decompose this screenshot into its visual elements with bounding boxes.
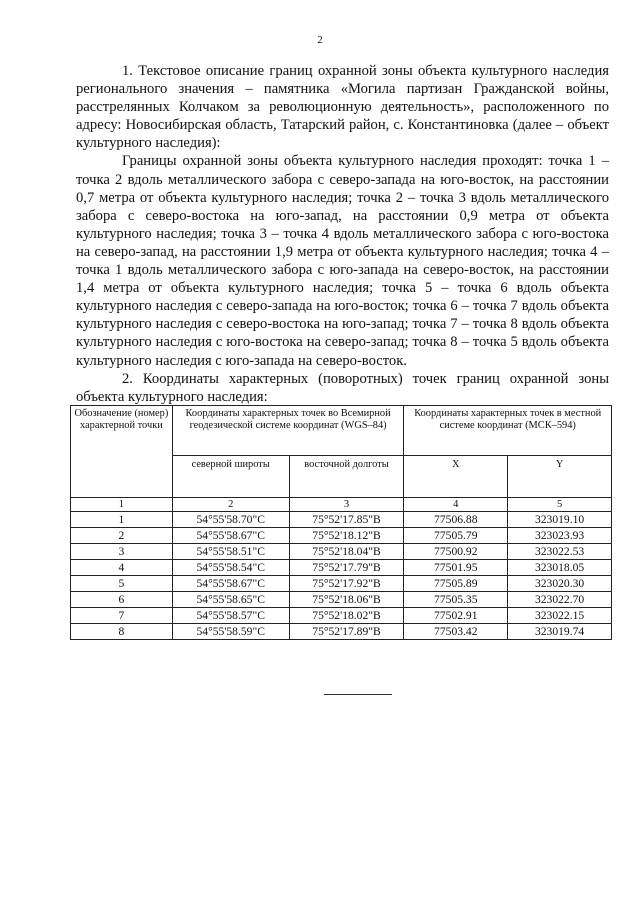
table-row [71,528,612,544]
longitude-value: 75°52'18.02"В [289,608,404,624]
point-number: 1 [71,512,173,528]
x-value: 77501.95 [404,560,508,576]
table-row [71,576,612,592]
column-index: 3 [289,498,404,512]
point-number: 2 [71,528,173,544]
latitude-value: 54°55'58.57"С [172,608,289,624]
longitude-value: 75°52'17.79"В [289,560,404,576]
latitude-value: 54°55'58.65"С [172,592,289,608]
y-value: 323022.70 [508,592,612,608]
y-value: 323023.93 [508,528,612,544]
x-value: 77502.91 [404,608,508,624]
y-value: 323019.74 [508,624,612,640]
subheader-north-latitude: северной широты [172,456,289,498]
table-row [71,544,612,560]
subheader-x: X [404,456,508,498]
signature-divider [324,694,392,695]
paragraph-boundary-description: Границы охранной зоны объекта культурного наследия проходят: точка 1 – точка 2 вдоль металлического забора с северо-запада на юго-восток, на расстоянии 0,7 метра от объекта культурного наследия; точка 2 – точка 3 вдоль металлического забора с северо-востока на юго-запад, на расстоянии 0,9 метра от объекта культурного наследия; точка 3 – точка 4 вдоль металлического забора с юго-востока на северо-запад, на расстоянии 1,9 метра от объекта культурного наследия; точка 4 – точка 1 вдоль металлического забора с юго-запада на северо-восток, на расстоянии 1,4 метра от объекта культурного наследия; точка 5 – точка 6 вдоль объекта культурного наследия с северо-запада на юго-восток; точка 6 – точка 7 вдоль объекта культурного наследия с северо-востока на юго-запад; точка 7 – точка 8 вдоль объекта культурного наследия с юго-востока на северо-запад; точка 8 – точка 5 вдоль объекта культурного наследия с юго-запада на северо-восток. [76,153,609,369]
latitude-value: 54°55'58.59"С [172,624,289,640]
latitude-value: 54°55'58.67"С [172,576,289,592]
subheader-east-longitude: восточной долготы [289,456,404,498]
point-number: 5 [71,576,173,592]
table-row [71,608,612,624]
latitude-value: 54°55'58.54"С [172,560,289,576]
column-index: 4 [404,498,508,512]
longitude-value: 75°52'17.89"В [289,624,404,640]
x-value: 77500.92 [404,544,508,560]
paragraph-coordinates-heading: 2. Координаты характерных (поворотных) точек границ охранной зоны объекта культурного наследия: [76,370,609,405]
column-index-row [71,498,612,512]
column-index: 5 [508,498,612,512]
latitude-value: 54°55'58.67"С [172,528,289,544]
table-row [71,512,612,528]
longitude-value: 75°52'18.04"В [289,544,404,560]
y-value: 323022.15 [508,608,612,624]
y-value: 323018.05 [508,560,612,576]
point-number: 7 [71,608,173,624]
subheader-y: Y [508,456,612,498]
x-value: 77505.79 [404,528,508,544]
header-wgs84: Координаты характерных точек во Всемирной геодезической системе координат (WGS–84) [172,406,404,456]
longitude-value: 75°52'18.12"В [289,528,404,544]
longitude-value: 75°52'17.92"В [289,576,404,592]
y-value: 323022.53 [508,544,612,560]
point-number: 6 [71,592,173,608]
x-value: 77505.35 [404,592,508,608]
y-value: 323019.10 [508,512,612,528]
table-row [71,624,612,640]
x-value: 77506.88 [404,512,508,528]
body-text [76,62,609,406]
latitude-value: 54°55'58.70"С [172,512,289,528]
longitude-value: 75°52'18.06"В [289,592,404,608]
x-value: 77503.42 [404,624,508,640]
y-value: 323020.30 [508,576,612,592]
column-index: 2 [172,498,289,512]
table-row [71,592,612,608]
paragraph-description-heading: 1. Текстовое описание границ охранной зоны объекта культурного наследия регионального значения – памятника «Могила партизан Гражданской войны, расстрелянных Колчаком за революционную деятельность», расположенного по адресу: Новосибирская область, Татарский район, с. Константиновка (далее – объект культурного наследия): [76,63,609,152]
latitude-value: 54°55'58.51"С [172,544,289,560]
coordinates-table [70,405,612,640]
page-number: 2 [317,34,323,46]
longitude-value: 75°52'17.85"В [289,512,404,528]
x-value: 77505.89 [404,576,508,592]
point-number: 8 [71,624,173,640]
header-point-number: Обозначение (номер) характерной точки [71,406,173,498]
point-number: 4 [71,560,173,576]
table-row [71,560,612,576]
header-msk594: Координаты характерных точек в местной системе координат (МСК–594) [404,406,612,456]
point-number: 3 [71,544,173,560]
column-index: 1 [71,498,173,512]
